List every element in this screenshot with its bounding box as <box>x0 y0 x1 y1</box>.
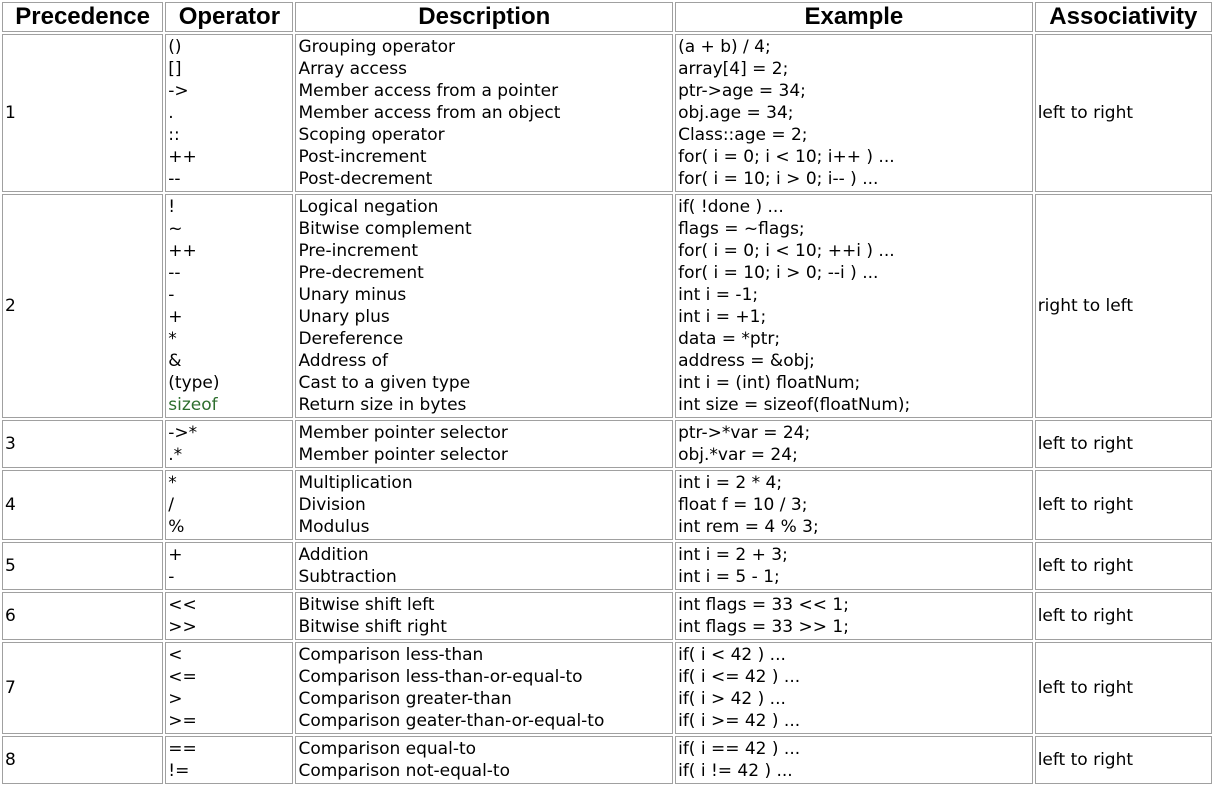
operator-cell <box>165 736 293 784</box>
example-cell <box>675 642 1033 734</box>
example-item: if( i <= 42 ) ... <box>678 667 801 687</box>
operator-item: -> <box>168 81 189 101</box>
example-item: ptr->*var = 24; <box>678 423 811 443</box>
table-row <box>2 736 1212 784</box>
example-item: if( i == 42 ) ... <box>678 739 801 759</box>
example-item: if( i > 42 ) ... <box>678 689 786 709</box>
description-item: Modulus <box>298 517 370 537</box>
table-row <box>2 420 1212 468</box>
example-item: int i = 5 - 1; <box>678 567 780 587</box>
operator-item: != <box>168 761 190 781</box>
operator-cell <box>165 34 293 192</box>
description-item: Logical negation <box>298 197 439 217</box>
operator-item: [] <box>168 59 182 79</box>
example-item: int i = -1; <box>678 285 759 305</box>
operator-item: == <box>168 739 197 759</box>
example-item: (a + b) / 4; <box>678 37 771 57</box>
example-item: for( i = 10; i > 0; i-- ) ... <box>678 169 879 189</box>
associativity-cell: left to right <box>1035 420 1212 468</box>
operator-cell <box>165 194 293 418</box>
header-associativity: Associativity <box>1035 2 1212 32</box>
description-item: Unary minus <box>298 285 407 305</box>
header-description: Description <box>295 2 673 32</box>
description-item: Member access from an object <box>298 103 561 123</box>
operator-item: () <box>168 37 182 57</box>
description-item: Addition <box>298 545 369 565</box>
operator-item: ~ <box>168 219 183 239</box>
operator-item: ! <box>168 197 176 217</box>
example-item: int i = +1; <box>678 307 767 327</box>
description-item: Scoping operator <box>298 125 445 145</box>
description-cell <box>295 542 673 590</box>
operator-cell <box>165 420 293 468</box>
example-item: Class::age = 2; <box>678 125 808 145</box>
operator-item: <= <box>168 667 197 687</box>
description-item: Comparison equal-to <box>298 739 477 759</box>
operator-item: .* <box>168 445 183 465</box>
description-item: Grouping operator <box>298 37 456 57</box>
table-row <box>2 542 1212 590</box>
example-cell <box>675 420 1033 468</box>
example-item: float f = 10 / 3; <box>678 495 808 515</box>
example-item: if( i < 42 ) ... <box>678 645 786 665</box>
table-row <box>2 34 1212 192</box>
table-row <box>2 642 1212 734</box>
example-item: int rem = 4 % 3; <box>678 517 819 537</box>
associativity-cell: left to right <box>1035 34 1212 192</box>
table-body <box>2 34 1212 784</box>
precedence-cell: 5 <box>2 542 163 590</box>
example-cell <box>675 470 1033 540</box>
description-item: Dereference <box>298 329 404 349</box>
example-item: int size = sizeof(floatNum); <box>678 395 911 415</box>
operator-item: . <box>168 103 174 123</box>
description-item: Comparison not-equal-to <box>298 761 510 781</box>
description-item: Member pointer selector <box>298 445 508 465</box>
operator-item: + <box>168 545 183 565</box>
precedence-cell: 4 <box>2 470 163 540</box>
operator-cell <box>165 470 293 540</box>
description-item: Pre-decrement <box>298 263 424 283</box>
associativity-cell: right to left <box>1035 194 1212 418</box>
description-item: Comparison less-than-or-equal-to <box>298 667 583 687</box>
example-item: int i = 2 * 4; <box>678 473 783 493</box>
description-item: Bitwise complement <box>298 219 472 239</box>
precedence-cell: 8 <box>2 736 163 784</box>
description-item: Subtraction <box>298 567 397 587</box>
description-cell <box>295 592 673 640</box>
table-row <box>2 470 1212 540</box>
example-cell <box>675 736 1033 784</box>
description-item: Address of <box>298 351 388 371</box>
header-precedence: Precedence <box>2 2 163 32</box>
operator-item: ++ <box>168 147 197 167</box>
example-item: if( !done ) ... <box>678 197 784 217</box>
description-item: Return size in bytes <box>298 395 467 415</box>
associativity-cell: left to right <box>1035 736 1212 784</box>
description-item: Multiplication <box>298 473 413 493</box>
associativity-cell: left to right <box>1035 470 1212 540</box>
example-cell <box>675 34 1033 192</box>
description-cell <box>295 736 673 784</box>
example-item: int i = (int) floatNum; <box>678 373 861 393</box>
description-item: Bitwise shift left <box>298 595 435 615</box>
operator-item: << <box>168 595 197 615</box>
example-cell <box>675 194 1033 418</box>
operator-item: -- <box>168 169 181 189</box>
operator-item: -- <box>168 263 181 283</box>
example-item: for( i = 10; i > 0; --i ) ... <box>678 263 879 283</box>
operator-item: * <box>168 329 177 349</box>
example-item: for( i = 0; i < 10; i++ ) ... <box>678 147 895 167</box>
description-cell <box>295 642 673 734</box>
description-item: Bitwise shift right <box>298 617 447 637</box>
precedence-cell: 6 <box>2 592 163 640</box>
precedence-cell: 3 <box>2 420 163 468</box>
operator-cell <box>165 542 293 590</box>
description-item: Cast to a given type <box>298 373 471 393</box>
precedence-cell: 7 <box>2 642 163 734</box>
description-item: Array access <box>298 59 407 79</box>
description-cell <box>295 34 673 192</box>
example-item: flags = ~flags; <box>678 219 805 239</box>
operator-item: & <box>168 351 182 371</box>
description-item: Comparison greater-than <box>298 689 512 709</box>
operator-item: - <box>168 567 175 587</box>
table-row <box>2 592 1212 640</box>
header-row <box>2 2 1212 32</box>
example-item: array[4] = 2; <box>678 59 789 79</box>
description-cell <box>295 420 673 468</box>
description-cell <box>295 470 673 540</box>
operator-item: sizeof <box>168 395 218 415</box>
example-item: if( i != 42 ) ... <box>678 761 793 781</box>
description-item: Unary plus <box>298 307 390 327</box>
operator-cell <box>165 592 293 640</box>
example-item: obj.age = 34; <box>678 103 794 123</box>
operator-item: - <box>168 285 175 305</box>
operator-item: < <box>168 645 183 665</box>
operator-item: >= <box>168 711 197 731</box>
operator-item: % <box>168 517 185 537</box>
associativity-cell: left to right <box>1035 542 1212 590</box>
operator-item: / <box>168 495 174 515</box>
operator-item: :: <box>168 125 180 145</box>
associativity-cell: left to right <box>1035 592 1212 640</box>
description-item: Comparison less-than <box>298 645 484 665</box>
example-item: ptr->age = 34; <box>678 81 806 101</box>
description-item: Member access from a pointer <box>298 81 559 101</box>
example-item: if( i >= 42 ) ... <box>678 711 801 731</box>
example-item: address = &obj; <box>678 351 815 371</box>
example-cell <box>675 542 1033 590</box>
operator-item: + <box>168 307 183 327</box>
operator-item: >> <box>168 617 197 637</box>
example-item: obj.*var = 24; <box>678 445 798 465</box>
precedence-cell: 2 <box>2 194 163 418</box>
description-item: Pre-increment <box>298 241 419 261</box>
operator-item: (type) <box>168 373 220 393</box>
operator-cell <box>165 642 293 734</box>
example-item: int i = 2 + 3; <box>678 545 788 565</box>
operator-item: > <box>168 689 183 709</box>
example-item: for( i = 0; i < 10; ++i ) ... <box>678 241 895 261</box>
description-item: Division <box>298 495 366 515</box>
description-item: Post-decrement <box>298 169 433 189</box>
operator-item: ++ <box>168 241 197 261</box>
example-item: int flags = 33 << 1; <box>678 595 849 615</box>
example-item: int flags = 33 >> 1; <box>678 617 849 637</box>
table-row <box>2 194 1212 418</box>
example-cell <box>675 592 1033 640</box>
description-item: Member pointer selector <box>298 423 508 443</box>
description-item: Post-increment <box>298 147 427 167</box>
description-cell <box>295 194 673 418</box>
operator-item: ->* <box>168 423 198 443</box>
associativity-cell: left to right <box>1035 642 1212 734</box>
header-example: Example <box>675 2 1033 32</box>
operator-item: * <box>168 473 177 493</box>
description-item: Comparison geater-than-or-equal-to <box>298 711 605 731</box>
precedence-cell: 1 <box>2 34 163 192</box>
header-operator: Operator <box>165 2 293 32</box>
example-item: data = *ptr; <box>678 329 781 349</box>
